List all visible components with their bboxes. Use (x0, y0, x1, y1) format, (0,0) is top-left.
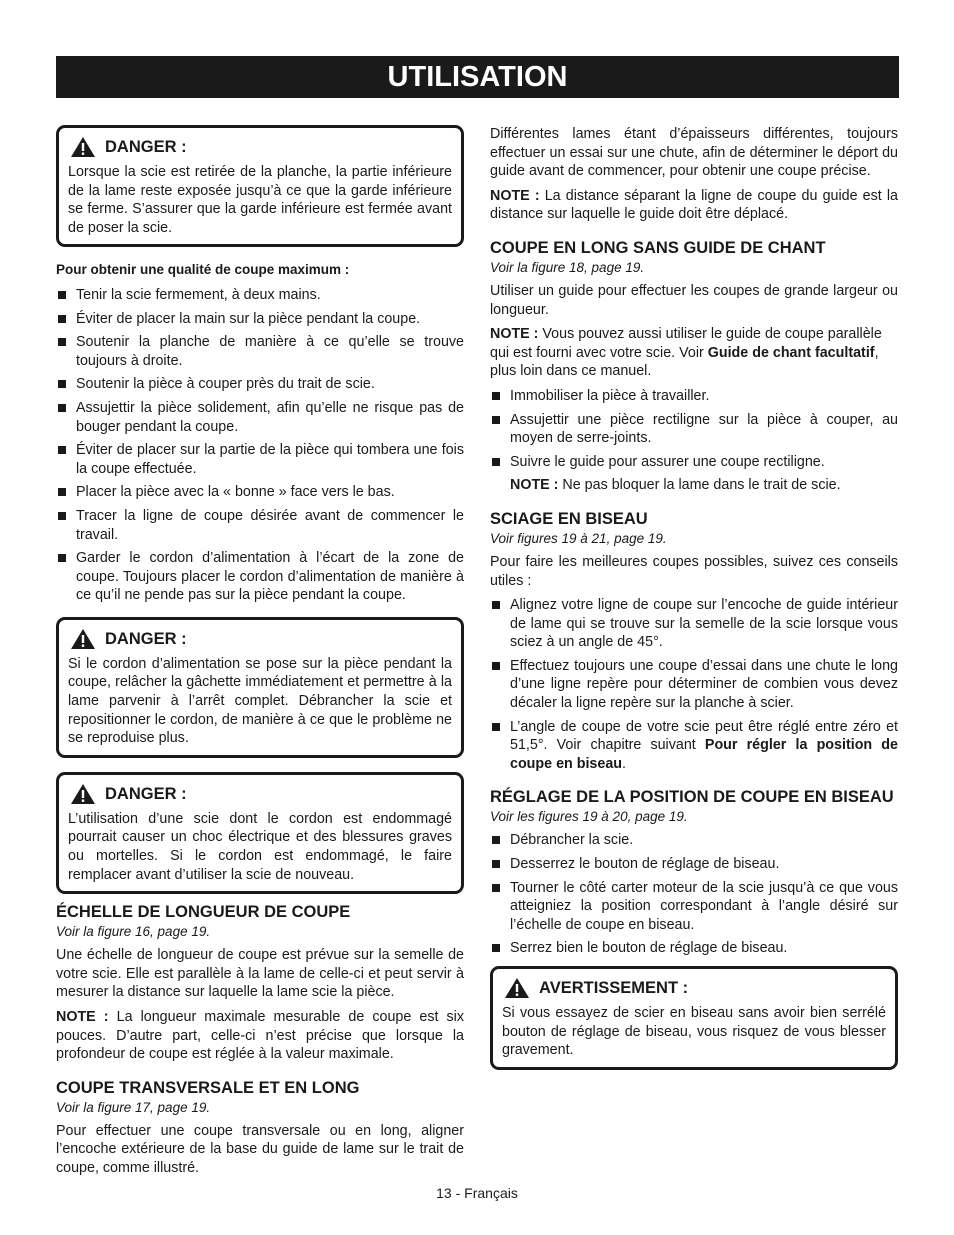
intro-text: Différentes lames étant d’épaisseurs différentes, toujours effectuer un essai sur une chute, afin de déterminer le déport du guide avant de commencer, pour obtenir une coupe précise. (490, 126, 898, 180)
list-item: L’angle de coupe de votre scie peut être réglé entre zéro et 51,5°. Voir chapitre suivant Pour régler la position de coupe en biseau. (490, 718, 898, 774)
danger-text: Si le cordon d’alimentation se pose sur la pièce pendant la coupe, relâcher la gâchette immédiatement et permettre à la lame parvenir à l’arrêt complet. Débrancher la scie et repositionner le cordon, de manière à ce que le problème ne se reproduise plus. (68, 655, 452, 747)
list-item: Alignez votre ligne de coupe sur l’encoche de guide intérieur de lame qui se trouve sur la semelle de la scie lorsque vous sciez à un angle de 45°. (490, 596, 898, 652)
list-item: Tracer la ligne de coupe désirée avant de commencer le travail. (56, 507, 464, 544)
figure-reference: Voir la figure 16, page 19. (56, 924, 211, 940)
list-item: Serrez bien le bouton de réglage de biseau. (490, 939, 898, 958)
figure-reference: Voir la figure 17, page 19. (56, 1099, 211, 1115)
adjust-section (490, 787, 898, 958)
warning-triangle-icon (504, 977, 530, 999)
section-text: Une échelle de longueur de coupe est prévue sur la semelle de votre scie. Elle est parallèle à la lame de celle-ci et peut servir à mesurer la distance sur laquelle la lame scie la pièce. (56, 947, 464, 1001)
section-title: COUPE EN LONG SANS GUIDE DE CHANT (490, 238, 826, 257)
quality-list (56, 286, 464, 605)
list-item: Tourner le côté carter moteur de la scie jusqu’à ce que vous atteigniez la position correspondant à l’angle désiré sur l’échelle de coupe en biseau. (490, 879, 898, 935)
figure-reference: Voir la figure 18, page 19. (490, 259, 645, 275)
section-note: NOTE : La longueur maximale mesurable de coupe est six pouces. D’autre part, celle-ci n’est précise que lorsque la profondeur de coupe est réglée à la valeur maximale. (56, 1009, 464, 1063)
page-title: UTILISATION (56, 56, 899, 98)
danger-label: DANGER : (105, 629, 187, 648)
danger-box-2 (56, 617, 464, 758)
section-note: NOTE : Ne pas bloquer la lame dans le trait de scie. (510, 477, 841, 494)
right-column (490, 125, 898, 1070)
list-item: Garder le cordon d’alimentation à l’écart de la zone de coupe. Toujours placer le cordon d’alimentation de manière à ce qu’il ne pende pas sur la pièce pendant la coupe. (56, 549, 464, 605)
warning-triangle-icon (70, 783, 96, 805)
list-item: Soutenir la pièce à couper près du trait de scie. (56, 375, 464, 394)
section-title: COUPE TRANSVERSALE ET EN LONG (56, 1078, 360, 1097)
section-text: Pour faire les meilleures coupes possibles, suivez ces conseils utiles : (490, 553, 898, 589)
rip-list (490, 387, 898, 471)
quality-heading: Pour obtenir une qualité de coupe maximum : (56, 262, 350, 278)
danger-label: DANGER : (105, 784, 187, 803)
warning-triangle-icon (70, 136, 96, 158)
section-note: NOTE : Vous pouvez aussi utiliser le guide de coupe parallèle qui est fourni avec votre scie. Voir Guide de chant facultatif, plus loin dans ce manuel. (490, 326, 882, 380)
left-column (56, 125, 464, 1184)
list-item: Éviter de placer la main sur la pièce pendant la coupe. (56, 310, 464, 329)
section-text: Utiliser un guide pour effectuer les coupes de grande largeur ou longueur. (490, 282, 898, 318)
list-item: Éviter de placer sur la partie de la pièce qui tombera une fois la coupe effectuée. (56, 441, 464, 478)
list-item: Soutenir la planche de manière à ce qu’elle se trouve toujours à droite. (56, 333, 464, 370)
section-title: SCIAGE EN BISEAU (490, 509, 648, 528)
intro-note: NOTE : La distance séparant la ligne de coupe du guide est la distance sur laquelle le guide doit être déplacé. (490, 187, 898, 223)
bevel-list (490, 596, 898, 773)
list-item: Placer la pièce avec la « bonne » face vers le bas. (56, 483, 464, 502)
warning-label: AVERTISSEMENT : (539, 978, 689, 997)
danger-box-3 (56, 772, 464, 894)
danger-label: DANGER : (105, 137, 187, 156)
bevel-section (490, 509, 898, 774)
section-text: Pour effectuer une coupe transversale ou en long, aligner l’encoche extérieure de la base du guide de lame sur le trait de coupe, comme illustré. (56, 1122, 464, 1176)
page-number: 13 - Français (436, 1185, 518, 1201)
warning-text: Si vous essayez de scier en biseau sans avoir bien serrélé bouton de réglage de biseau, vous risquez de vous blesser gravement. (502, 1005, 886, 1059)
figure-reference: Voir figures 19 à 21, page 19. (490, 530, 667, 546)
list-item: Assujettir une pièce rectiligne sur la pièce à couper, au moyen de serre-joints. (490, 411, 898, 448)
list-item: Tenir la scie fermement, à deux mains. (56, 286, 464, 305)
list-item: Assujettir la pièce solidement, afin qu’elle ne risque pas de bouger pendant la coupe. (56, 399, 464, 436)
adjust-list (490, 831, 898, 958)
section-title: RÉGLAGE DE LA POSITION DE COUPE EN BISEAU (490, 788, 894, 807)
list-item: Débrancher la scie. (490, 831, 898, 850)
list-item: Effectuez toujours une coupe d’essai dans une chute le long d’une ligne repère pour déterminer de combien vous devez décaler la ligne repère sur la planche à scier. (490, 657, 898, 713)
scale-section (56, 902, 464, 1064)
list-item: Immobiliser la pièce à travailler. (490, 387, 898, 406)
rip-section (490, 238, 898, 495)
warning-box (490, 966, 898, 1070)
cross-section (56, 1078, 464, 1178)
danger-text: Lorsque la scie est retirée de la planche, la partie inférieure de la lame reste exposée jusqu’à ce que la garde inférieure se ferme. S’assurer que la garde inférieure est fermée avant de poser la scie. (68, 164, 452, 236)
list-item: Suivre le guide pour assurer une coupe rectiligne. (490, 453, 898, 472)
danger-text: L’utilisation d’une scie dont le cordon est endommagé pourrait causer un choc électrique et des blessures graves ou mortelles. Si le cordon est endommagé, le faire remplacer avant d’utiliser la scie de nouveau. (68, 810, 452, 883)
list-item: Desserrez le bouton de réglage de biseau. (490, 855, 898, 874)
warning-triangle-icon (70, 628, 96, 650)
figure-reference: Voir les figures 19 à 20, page 19. (490, 809, 688, 825)
section-title: ÉCHELLE DE LONGUEUR DE COUPE (56, 903, 351, 922)
danger-box-1 (56, 125, 464, 247)
